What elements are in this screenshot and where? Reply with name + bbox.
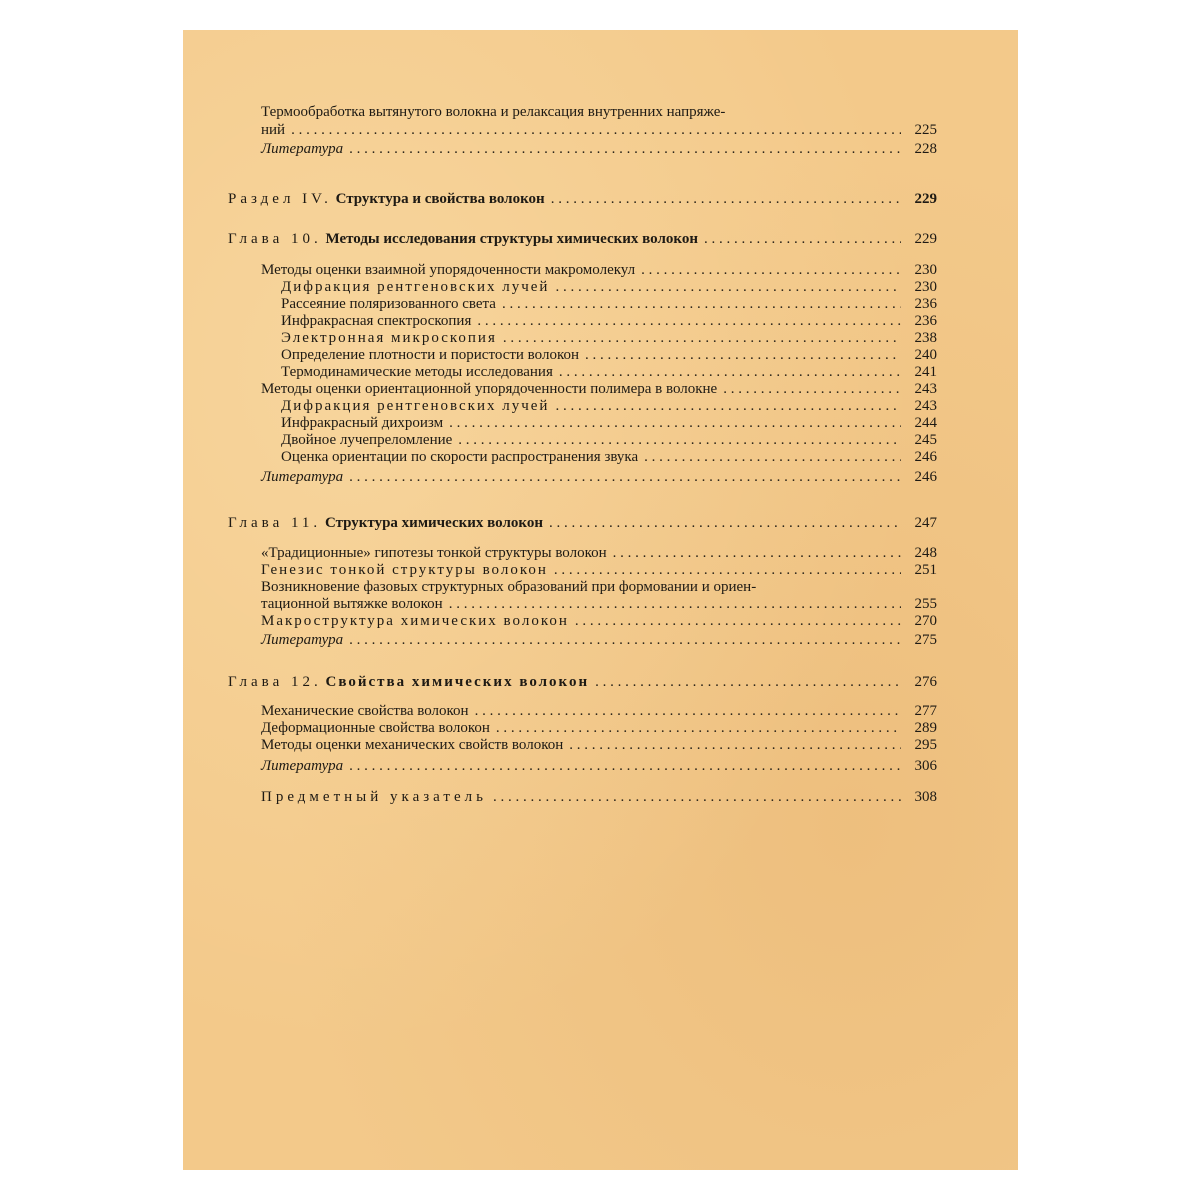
toc-entry-text: Макроструктура химических волокон [261, 613, 569, 629]
toc-subentry [281, 278, 937, 296]
page-number: 229 [914, 191, 937, 207]
leader-dots [613, 544, 901, 562]
page-number: 270 [914, 613, 937, 629]
toc-chapter-11 [228, 514, 937, 532]
page-number: 240 [914, 347, 937, 363]
chapter-title: Методы исследования структуры химических волокон [325, 231, 698, 247]
leader-dots [555, 278, 901, 296]
page-number: 228 [914, 141, 937, 157]
page-number: 306 [914, 758, 937, 774]
toc-entry-text: тационной вытяжке волокон [261, 596, 443, 612]
leader-dots [349, 468, 901, 486]
page-number: 238 [914, 330, 937, 346]
toc-subentry [281, 346, 937, 364]
section-title: Структура и свойства волокон [335, 191, 545, 207]
toc-subentry [281, 397, 937, 415]
toc-entry [261, 702, 937, 720]
chapter-title: Структура химических волокон [324, 515, 543, 531]
page-number: 289 [914, 720, 937, 736]
page-number: 230 [914, 279, 937, 295]
toc-entry-text: Литература [261, 469, 344, 485]
toc-entry-text: Дифракция рентгеновских лучей [281, 279, 550, 295]
page-number: 236 [914, 296, 937, 312]
leader-dots [555, 397, 901, 415]
toc-entry-heat-treatment [261, 121, 937, 139]
toc-entry-text: Рассеяние поляризованного света [281, 296, 496, 312]
toc-entry-text: Дифракция рентгеновских лучей [281, 398, 550, 414]
toc-entry-text: Методы оценки механических свойств волокон [261, 737, 564, 753]
section-heading [228, 190, 545, 208]
chapter-heading [228, 230, 698, 248]
leader-dots [641, 261, 901, 279]
leader-dots [551, 190, 901, 208]
page-number: 244 [914, 415, 937, 431]
page-number: 246 [914, 449, 937, 465]
leader-dots [475, 702, 901, 720]
page-number: 245 [914, 432, 937, 448]
leader-dots [503, 329, 901, 347]
page-number: 248 [914, 545, 937, 561]
leader-dots [585, 346, 901, 364]
toc-entry-text: Термодинамические методы исследования [281, 364, 553, 380]
page-number: 230 [914, 262, 937, 278]
leader-dots [595, 673, 901, 691]
page-number: 251 [914, 562, 937, 578]
toc-chapter-12 [228, 673, 937, 691]
toc-entry-phase-structures-line1: Возникновение фазовых структурных образований при формовании и ориен- [261, 579, 757, 595]
leader-dots [477, 312, 901, 330]
page-number: 275 [914, 632, 937, 648]
toc-entry-text: Оценка ориентации по скорости распространения звука [281, 449, 639, 465]
toc-entry [261, 544, 937, 562]
toc-entry [261, 736, 937, 754]
toc-entry [261, 719, 937, 737]
page-number: 247 [914, 515, 937, 531]
leader-dots [496, 719, 901, 737]
section-lead: Раздел IV. [228, 191, 332, 207]
page-number: 255 [914, 596, 937, 612]
chapter-lead: Глава 10. [228, 231, 322, 247]
book-page [183, 30, 1018, 1170]
toc-entry-text: Методы оценки ориентационной упорядоченности полимера в волокне [261, 381, 718, 397]
leader-dots [569, 736, 901, 754]
toc-entry-text: «Традиционные» гипотезы тонкой структуры волокон [261, 545, 607, 561]
page-number: 295 [914, 737, 937, 753]
toc-subentry [281, 295, 937, 313]
toc-section-4 [228, 190, 937, 208]
toc-entry [261, 612, 937, 630]
toc-entry-text: Деформационные свойства волокон [261, 720, 490, 736]
toc-entry-text: Определение плотности и пористости волокон [281, 347, 580, 363]
toc-entry-text: Методы оценки взаимной упорядоченности макромолекул [261, 262, 636, 278]
toc-entry-text: Предметный указатель [261, 789, 487, 805]
page-number: 236 [914, 313, 937, 329]
page-number: 241 [914, 364, 937, 380]
page-number: 225 [914, 122, 937, 138]
toc-entry-text: Литература [261, 141, 344, 157]
toc-chapter-10 [228, 230, 937, 248]
toc-subentry [281, 329, 937, 347]
toc-subject-index [261, 788, 937, 806]
toc-entry-text: Литература [261, 632, 344, 648]
leader-dots [554, 561, 901, 579]
toc-subentry [281, 431, 937, 449]
page-number: 243 [914, 398, 937, 414]
leader-dots [704, 230, 901, 248]
page-number: 276 [914, 674, 937, 690]
toc-subentry [281, 363, 937, 381]
toc-entry [261, 561, 937, 579]
page-number: 277 [914, 703, 937, 719]
table-of-contents [183, 30, 1018, 1170]
toc-entry-text: Генезис тонкой структуры волокон [261, 562, 548, 578]
leader-dots [502, 295, 901, 313]
toc-entry-text: Двойное лучепреломление [281, 432, 453, 448]
toc-entry-text: Инфракрасный дихроизм [281, 415, 444, 431]
page-number: 243 [914, 381, 937, 397]
toc-literature-3 [261, 631, 937, 649]
leader-dots [549, 514, 901, 532]
chapter-lead: Глава 12. [228, 674, 322, 690]
leader-dots [291, 121, 901, 139]
leader-dots [644, 448, 901, 466]
toc-entry-text: Механические свойства волокон [261, 703, 469, 719]
toc-entry-text: Инфракрасная спектроскопия [281, 313, 472, 329]
toc-subentry [281, 448, 937, 466]
page-number: 229 [914, 231, 937, 247]
chapter-heading [228, 673, 589, 691]
leader-dots [449, 595, 901, 613]
leader-dots [723, 380, 901, 398]
page-number: 308 [914, 789, 937, 805]
leader-dots [349, 757, 901, 775]
toc-subentry [281, 414, 937, 432]
leader-dots [349, 140, 901, 158]
chapter-title: Свойства химических волокон [325, 674, 590, 690]
leader-dots [458, 431, 901, 449]
toc-entry-phase-structures [261, 595, 937, 613]
toc-entry-heat-treatment-line1: Термообработка вытянутого волокна и релаксация внутренних напряже- [261, 104, 726, 120]
page-number: 246 [914, 469, 937, 485]
toc-entry-text: ний [261, 122, 286, 138]
toc-entry [261, 261, 937, 279]
toc-literature-1 [261, 140, 937, 158]
toc-entry-text: Литература [261, 758, 344, 774]
leader-dots [349, 631, 901, 649]
leader-dots [449, 414, 901, 432]
leader-dots [559, 363, 901, 381]
toc-literature-4 [261, 757, 937, 775]
leader-dots [575, 612, 901, 630]
toc-entry [261, 380, 937, 398]
toc-entry-text: Электронная микроскопия [281, 330, 497, 346]
toc-subentry [281, 312, 937, 330]
chapter-lead: Глава 11. [228, 515, 322, 531]
chapter-heading [228, 514, 543, 532]
leader-dots [493, 788, 901, 806]
toc-literature-2 [261, 468, 937, 486]
